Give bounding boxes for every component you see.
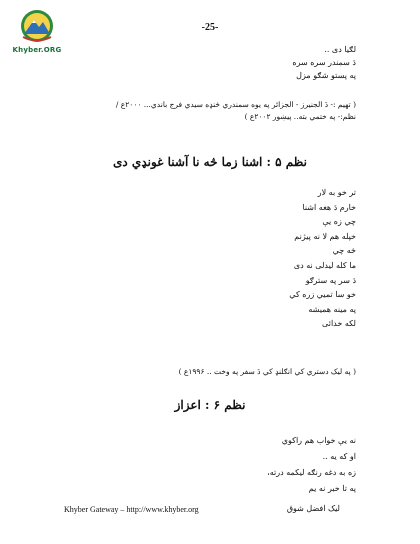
verse-line: په مینه همیشه bbox=[308, 304, 356, 314]
verse-line: دَ سر په سترګو bbox=[305, 275, 356, 285]
note-block-1 bbox=[116, 99, 356, 123]
verse-line: په تا خبر نه یم bbox=[308, 484, 356, 493]
verse-line: خو سا تمیي زره کي bbox=[289, 290, 356, 300]
verse-line: دَ سمندر سره سره bbox=[292, 58, 356, 67]
verse-line: لګیا دی .. bbox=[324, 45, 356, 54]
poem-title-6: نظم ۶ : اعزاز bbox=[174, 398, 246, 412]
footer-website: Khyber Gateway – http://www.khyber.org bbox=[64, 505, 199, 514]
verse-line: ما کله لیدلی نه دی bbox=[293, 260, 356, 270]
page-number: -25- bbox=[201, 22, 219, 33]
verse-line: زه به دغه رنګه لیکمه درته، bbox=[267, 468, 356, 477]
verse-line: چي زه یې bbox=[322, 217, 356, 227]
poem-title-5: نظم ۵ : اشنا زما څه نا آشنا غونډي دی bbox=[113, 155, 307, 169]
note-line: نظم:- په ختمي بته.. پیښور ۲۰۰۲ع ) bbox=[244, 112, 356, 121]
verse-line: نه یې خواب هم راکوي bbox=[281, 436, 356, 445]
verse-line: او که یه .. bbox=[322, 452, 356, 461]
footer-author: لیک افضل شوق bbox=[286, 504, 340, 513]
verse-block-2 bbox=[289, 186, 356, 332]
verse-line: څه چي bbox=[332, 246, 356, 256]
logo-label: Khyber.ORG bbox=[12, 46, 62, 54]
verse-line: خارم دَ هغه اشنا bbox=[302, 202, 356, 212]
verse-line: په پستو شګو مزل bbox=[296, 71, 356, 80]
verse-line: تر خو به لار bbox=[317, 188, 356, 197]
note-line: ( تهیم :- دَ الجنیرز - الجزائر په یوه سمندري څنډه سیدي فرج باندي... ۲۰۰۰ع / bbox=[115, 100, 356, 109]
verse-line: خپله هم لا نه پیژنم bbox=[294, 231, 356, 241]
note-block-2: ( په لیک دستري کي انګلنډ کي دَ سفر په وخت .. ۱۹۹۶ع ) bbox=[178, 367, 356, 376]
verse-block-1 bbox=[292, 43, 356, 82]
verse-block-3 bbox=[267, 433, 356, 497]
verse-line: لکه خدائی bbox=[322, 319, 356, 329]
